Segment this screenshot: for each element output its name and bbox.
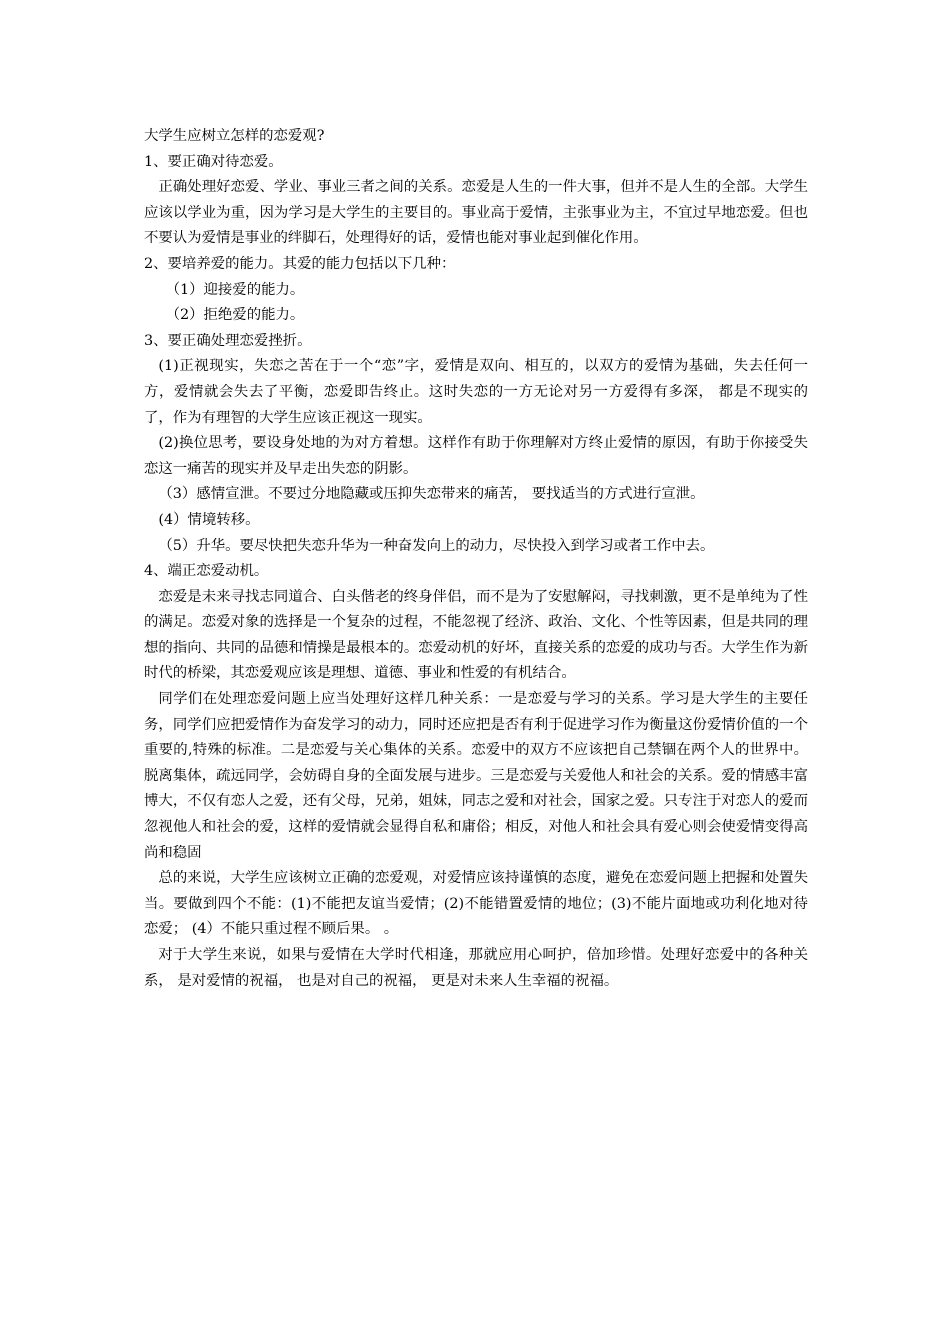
section-4-heading: 4、端正恋爱动机。 xyxy=(144,563,269,580)
section-1-heading: 1、要正确对待恋爱。 xyxy=(144,153,283,170)
section-1-paragraph: 正确处理好恋爱、学业、事业三者之间的关系。恋爱是人生的一件大事，但并不是人生的全部。大学生应该以学业为重，因为学习是大学生的主要目的。事业高于爱情，主张事业为主，不宜过早地恋爱。但也不要认为爱情是事业的绊脚石，处理得好的话，爱情也能对事业起到催化作用。 xyxy=(144,179,808,247)
document-title: 大学生应树立怎样的恋爱观? xyxy=(144,128,325,144)
section-4-paragraph: 恋爱是未来寻找志同道合、白头偕老的终身伴侣，而不是为了安慰解闷，寻找刺激，更不是单纯为了性的满足。恋爱对象的选择是一个复杂的过程，不能忽视了经济、政治、文化、个性等因素，但是共同的理想的指向、共同的品德和情操是最根本的。恋爱动机的好坏，直接关系的恋爱的成功与否。大学生作为新时代的桥梁，其恋爱观应该是理想、道德、事业和性爱的有机结合。 xyxy=(144,588,808,682)
summary-paragraph: 总的来说，大学生应该树立正确的恋爱观，对爱情应该持谨慎的态度，避免在恋爱问题上把握和处置失当。要做到四个不能：(1)不能把友谊当爱情；(2)不能错置爱情的地位；(3)不能片面地或功利化地对待恋爱； (4）不能只重过程不顾后果。 。 xyxy=(144,870,808,938)
section-2-heading: 2、要培养爱的能力。其爱的能力包括以下几种： xyxy=(144,255,456,272)
section-3-paragraph-3: （3）感情宣泄。不要过分地隐藏或压抑失恋带来的痛苦， 要找适当的方式进行宣泄。 xyxy=(158,486,705,503)
section-3-heading: 3、要正确处理恋爱挫折。 xyxy=(144,332,312,349)
section-2-item-1: （1）迎接爱的能力。 xyxy=(165,281,305,298)
section-2-item-2: （2）拒绝爱的能力。 xyxy=(165,307,305,324)
section-3-paragraph-5: （5）升华。要尽快把失恋升华为一种奋发向上的动力，尽快投入到学习或者工作中去。 xyxy=(158,537,715,554)
section-3-paragraph-2: (2)换位思考，要设身处地的为对方着想。这样作有助于你理解对方终止爱情的原因，有助于你接受失恋这一痛苦的现实并及早走出失恋的阴影。 xyxy=(144,435,808,477)
relations-paragraph: 同学们在处理恋爱问题上应当处理好这样几种关系：一是恋爱与学习的关系。学习是大学生的主要任务，同学们应把爱情作为奋发学习的动力，同时还应把是否有利于促进学习作为衡量这份爱情价值的一个重要的,特殊的标准。二是恋爱与关心集体的关系。恋爱中的双方不应该把自己禁锢在两个人的世界中。脱离集体，疏远同学，会妨碍自身的全面发展与进步。三是恋爱与关爱他人和社会的关系。爱的情感丰富博大，不仅有恋人之爱，还有父母，兄弟，姐妹，同志之爱和对社会，国家之爱。只专注于对恋人的爱而忽视他人和社会的爱，这样的爱情就会显得自私和庸俗；相反，对他人和社会具有爱心则会使爱情变得高尚和稳固 xyxy=(144,691,808,861)
document-body xyxy=(144,124,808,994)
closing-paragraph: 对于大学生来说，如果与爱情在大学时代相逢，那就应用心呵护，倍加珍惜。处理好恋爱中的各种关系， 是对爱情的祝福， 也是对自己的祝福， 更是对未来人生幸福的祝福。 xyxy=(144,947,808,989)
section-3-paragraph-1: (1)正视现实，失恋之苦在于一个“恋”字，爱情是双向、相互的，以双方的爱情为基础，失去任何一方，爱情就会失去了平衡，恋爱即告终止。这时失恋的一方无论对另一方爱得有多深， 都是不现实的了，作为有理智的大学生应该正视这一现实。 xyxy=(144,358,808,426)
section-3-paragraph-4: (4）情境转移。 xyxy=(158,511,260,528)
